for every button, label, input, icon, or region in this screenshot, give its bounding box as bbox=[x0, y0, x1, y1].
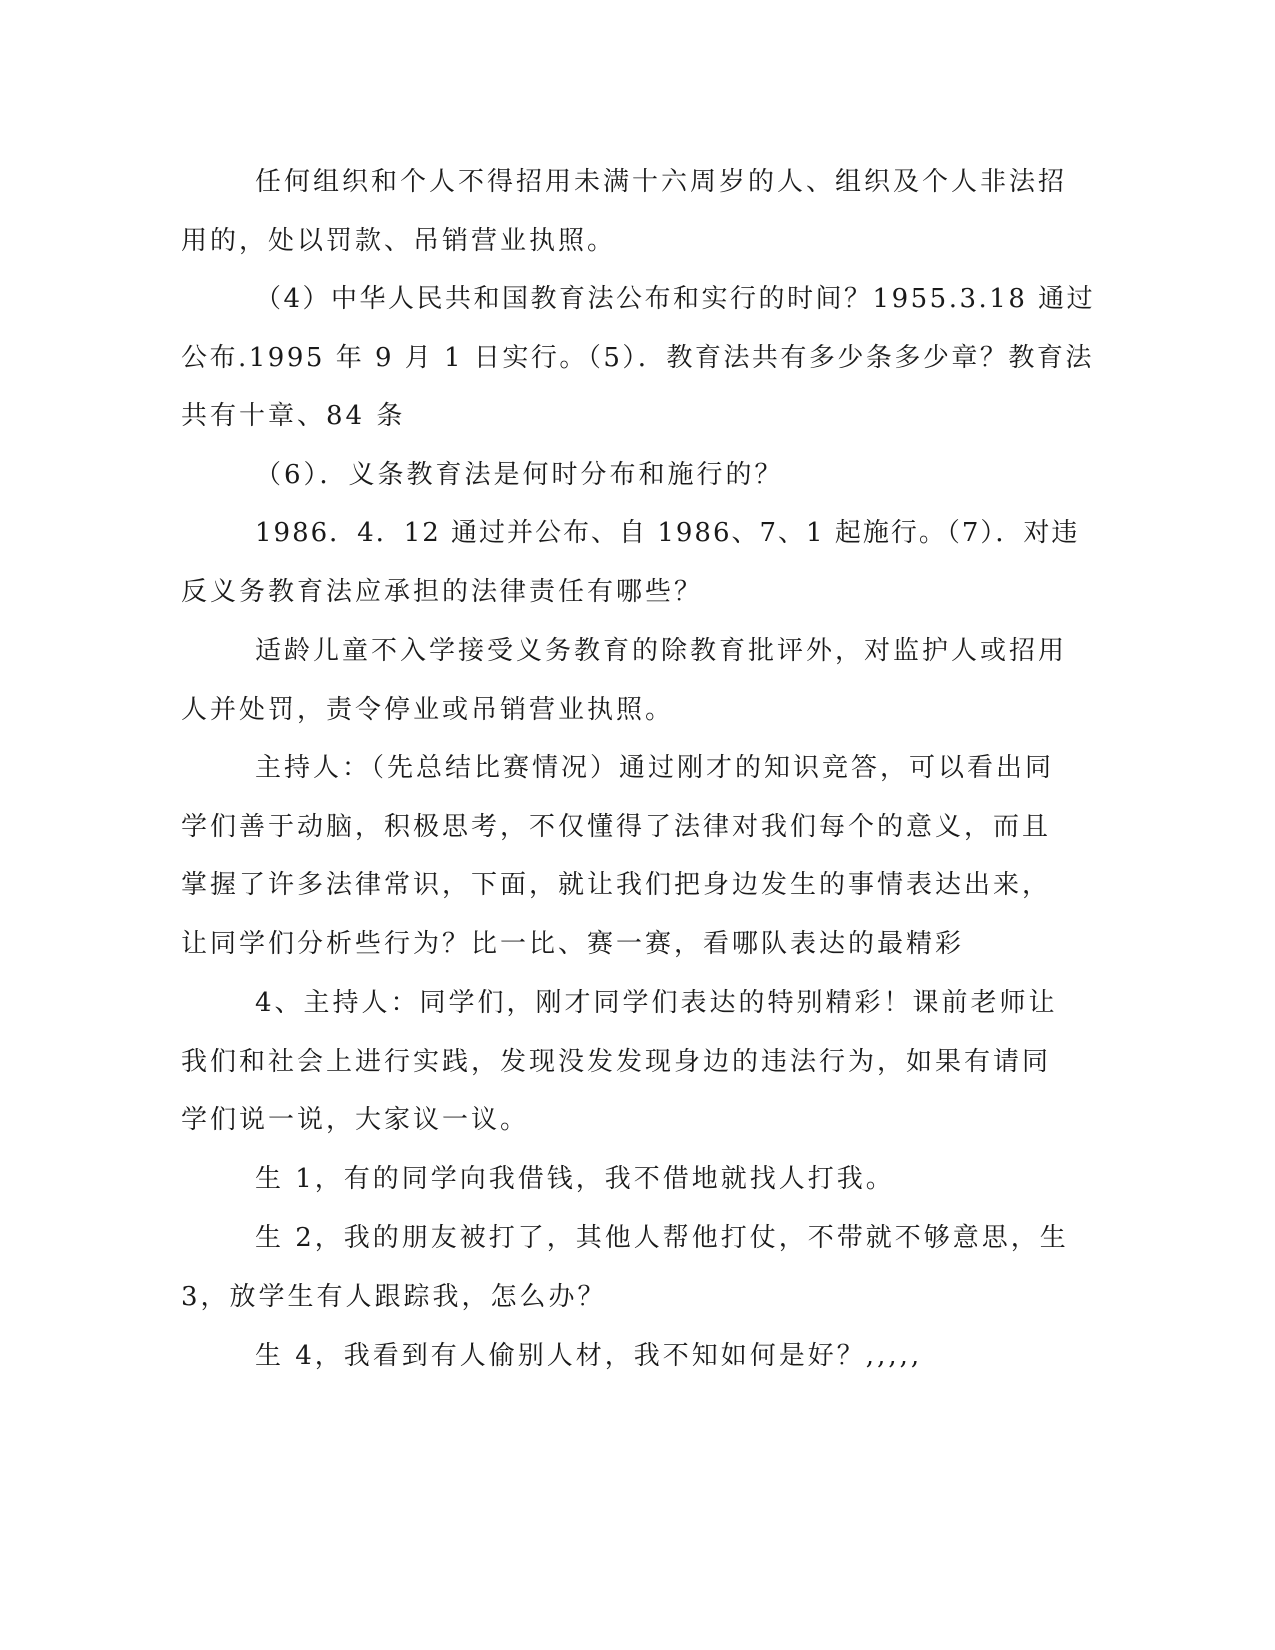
text-line: 生 4，我看到有人偷别人材，我不知如何是好？,,,,, bbox=[255, 1341, 923, 1371]
text-line: 掌握了许多法律常识，下面，就让我们把身边发生的事情表达出来， bbox=[181, 870, 1052, 900]
text-line: 3，放学生有人跟踪我，怎么办？ bbox=[181, 1282, 607, 1312]
text-line: 共有十章、84 条 bbox=[181, 401, 406, 431]
text-line: 1986．4．12 通过并公布、自 1986、7、1 起施行。（7）．对违 bbox=[255, 518, 1080, 548]
text-line: 人并处罚，责令停业或吊销营业执照。 bbox=[181, 695, 675, 725]
text-line: 公布.1995 年 9 月 1 日实行。（5）．教育法共有多少条多少章？教育法 bbox=[181, 343, 1094, 373]
text-line: 用的，处以罚款、吊销营业执照。 bbox=[181, 226, 617, 256]
text-line: 反义务教育法应承担的法律责任有哪些？ bbox=[181, 577, 704, 607]
text-line: 任何组织和个人不得招用未满十六周岁的人、组织及个人非法招 bbox=[255, 167, 1068, 197]
text-line: 4、主持人：同学们，刚才同学们表达的特别精彩！课前老师让 bbox=[255, 988, 1058, 1018]
text-line: 生 1，有的同学向我借钱，我不借地就找人打我。 bbox=[255, 1164, 895, 1194]
text-line: 生 2，我的朋友被打了，其他人帮他打仗，不带就不够意思，生 bbox=[255, 1223, 1069, 1253]
text-line: 让同学们分析些行为？比一比、赛一赛，看哪队表达的最精彩 bbox=[181, 929, 965, 959]
text-line: （4）中华人民共和国教育法公布和实行的时间？1955.3.18 通过 bbox=[255, 284, 1096, 314]
text-line: 主持人：（先总结比赛情况）通过刚才的知识竞答，可以看出同 bbox=[255, 753, 1055, 783]
text-line: 我们和社会上进行实践，发现没发发现身边的违法行为，如果有请同 bbox=[181, 1047, 1052, 1077]
text-line: 学们说一说，大家议一议。 bbox=[181, 1105, 530, 1135]
text-line: （6）．义条教育法是何时分布和施行的？ bbox=[255, 460, 784, 490]
text-line: 适龄儿童不入学接受义务教育的除教育批评外，对监护人或招用 bbox=[255, 636, 1068, 666]
text-line: 学们善于动脑，积极思考，不仅懂得了法律对我们每个的意义，而且 bbox=[181, 812, 1052, 842]
